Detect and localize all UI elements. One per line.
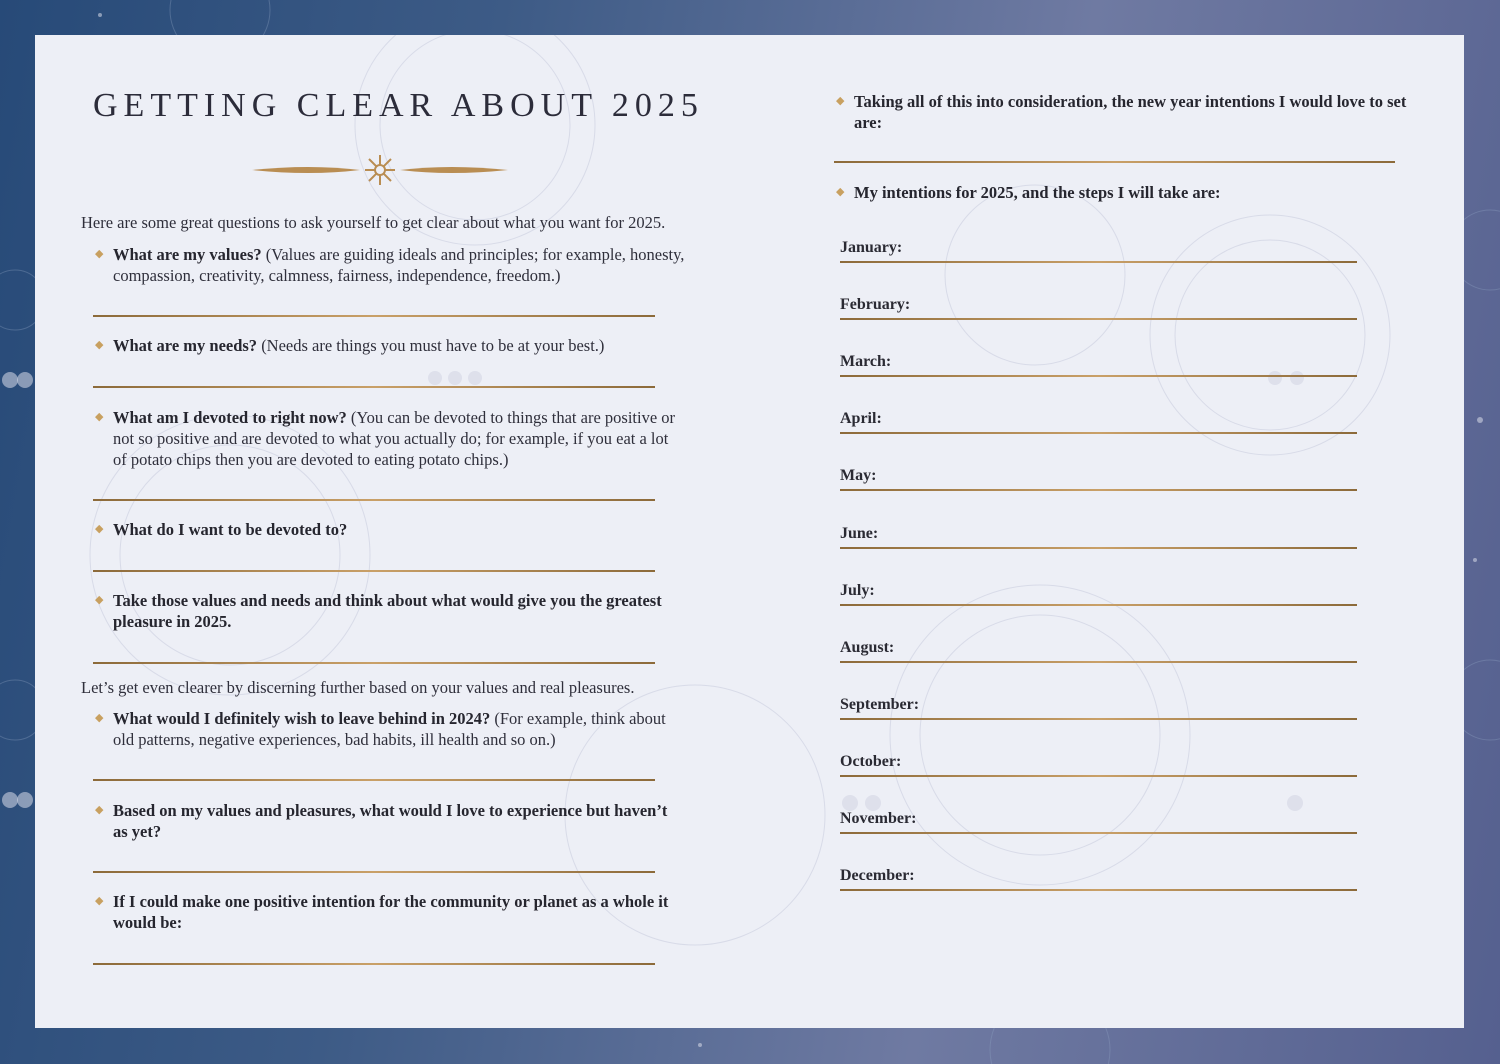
answer-line[interactable]	[93, 871, 655, 873]
diamond-bullet-icon: ◆	[95, 804, 104, 816]
month-answer-line[interactable]	[840, 889, 1357, 891]
month-label: September:	[840, 695, 920, 713]
month-answer-line[interactable]	[840, 375, 1357, 377]
month-answer-line[interactable]	[840, 661, 1357, 663]
intro-text-2: Let’s get even clearer by discerning further based on your values and real pleasures.	[81, 678, 635, 697]
answer-line[interactable]	[93, 315, 655, 317]
month-label: July:	[840, 581, 875, 599]
month-label: November:	[840, 810, 917, 827]
diamond-bullet-icon: ◆	[95, 248, 104, 260]
month-label: March:	[840, 353, 892, 371]
question-steps: ◆ My intentions for 2025, and the steps I will take are:	[836, 183, 1221, 202]
intro-text: Here are some great questions to ask yourself to get clear about what you want for 2025.	[81, 213, 666, 232]
month-label: February:	[840, 296, 911, 314]
month-label: August:	[840, 638, 895, 656]
month-answer-line[interactable]	[840, 318, 1357, 320]
page-title: GETTING CLEAR ABOUT 2025	[93, 87, 704, 124]
question-needs: ◆ What are my needs? (Needs are things you must have to be at your best.)	[95, 336, 605, 355]
diamond-bullet-icon: ◆	[95, 339, 104, 351]
answer-line[interactable]	[93, 499, 655, 501]
month-label: January:	[840, 239, 903, 256]
answer-line[interactable]	[93, 386, 655, 388]
month-answer-line[interactable]	[840, 604, 1357, 606]
month-answer-line[interactable]	[840, 489, 1357, 491]
month-label: October:	[840, 752, 902, 770]
answer-line[interactable]	[93, 779, 655, 781]
question-values: ◆ What are my values? (Values are guiding ideals and principles; for example, honesty, compassion, creativity, calmness, fairness, independence, freedom.)	[95, 245, 685, 285]
diamond-bullet-icon: ◆	[95, 594, 104, 606]
answer-line[interactable]	[93, 662, 655, 664]
month-answer-line[interactable]	[840, 261, 1357, 263]
answer-line[interactable]	[93, 963, 655, 965]
month-label: May:	[840, 467, 877, 485]
question-greatest-pleasure: ◆ Take those values and needs and think about what would give you the greatest pleasure in 2025.	[95, 591, 662, 631]
diamond-bullet-icon: ◆	[836, 95, 845, 107]
month-label: April:	[840, 410, 882, 428]
answer-line[interactable]	[834, 161, 1395, 163]
journal-spread	[35, 35, 1464, 1028]
question-new-year-intentions: ◆ Taking all of this into consideration, the new year intentions I would love to set are:	[836, 92, 1407, 132]
diamond-bullet-icon: ◆	[95, 523, 104, 535]
month-answer-line[interactable]	[840, 432, 1357, 434]
answer-line[interactable]	[93, 570, 655, 572]
month-label: June:	[840, 524, 879, 542]
question-leave-behind: ◆ What would I definitely wish to leave behind in 2024? (For example, think about old patterns, negative experiences, bad habits, ill health and so on.)	[95, 709, 666, 749]
diamond-bullet-icon: ◆	[95, 895, 104, 907]
month-answer-line[interactable]	[840, 775, 1357, 777]
diamond-bullet-icon: ◆	[95, 712, 104, 724]
question-want-devoted: ◆ What do I want to be devoted to?	[95, 520, 348, 539]
question-experience: ◆ Based on my values and pleasures, what would I love to experience but haven’t as yet?	[95, 801, 668, 841]
month-answer-line[interactable]	[840, 718, 1357, 720]
gold-flourish-ornament	[250, 153, 510, 187]
question-intention-planet: ◆ If I could make one positive intention for the community or planet as a whole it would be:	[95, 892, 669, 932]
diamond-bullet-icon: ◆	[95, 411, 104, 423]
month-answer-line[interactable]	[840, 547, 1357, 549]
diamond-bullet-icon: ◆	[836, 186, 845, 198]
month-label: December:	[840, 867, 915, 885]
question-devoted-now: ◆ What am I devoted to right now? (You can be devoted to things that are positive or not so positive and are devoted to what you actually do; for example, if you eat a lot of potato chips then you are devoted to eating potato chips.)	[95, 408, 676, 469]
month-answer-line[interactable]	[840, 832, 1357, 834]
